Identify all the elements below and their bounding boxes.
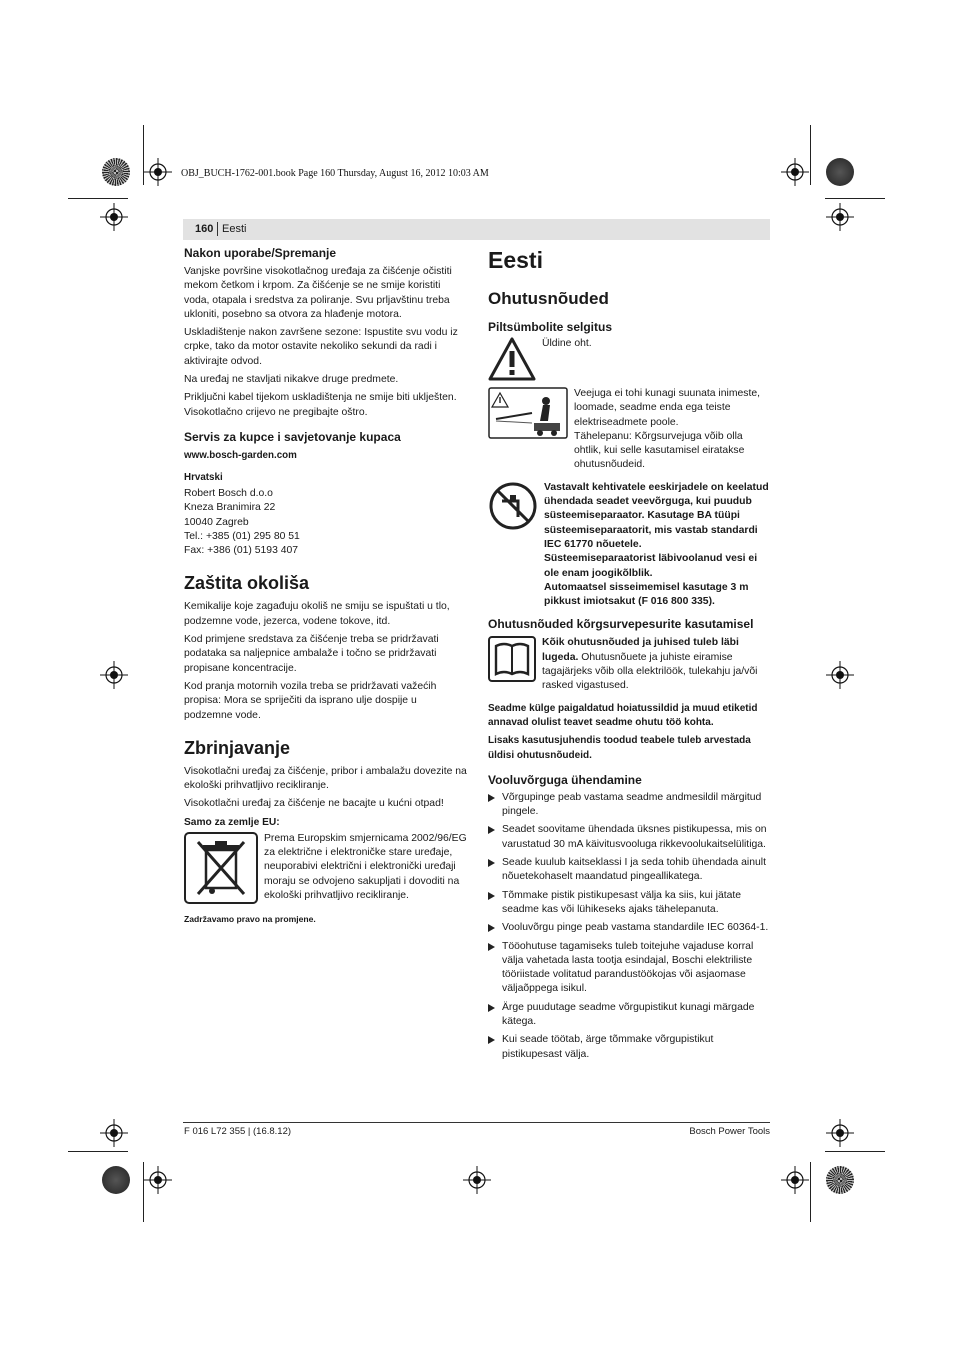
weee-notice bbox=[184, 832, 467, 904]
list-item-text: Ärge puudutage seadme võrgupistikut kunagi märgade kätega. bbox=[502, 1001, 755, 1027]
registration-mark-icon bbox=[781, 1166, 809, 1194]
list-item bbox=[488, 1033, 771, 1062]
registration-mark-icon bbox=[144, 158, 172, 186]
service-address bbox=[184, 487, 467, 558]
page-header bbox=[183, 219, 770, 240]
list-item bbox=[488, 823, 771, 852]
section-title: Vooluvõrguga ühendamine bbox=[488, 772, 642, 787]
list-item-text: Vooluvõrgu pinge peab vastama standardile IEC 60364-1. bbox=[502, 922, 769, 934]
registration-mark-icon bbox=[826, 661, 854, 689]
registration-mark-icon bbox=[826, 1119, 854, 1147]
registration-mark-icon bbox=[826, 203, 854, 231]
bullet-arrow-icon bbox=[488, 794, 495, 802]
no-tap-connection-icon bbox=[488, 481, 538, 531]
symbol-text bbox=[544, 481, 771, 610]
list-item bbox=[488, 856, 771, 885]
bullet-arrow-icon bbox=[488, 892, 495, 900]
paragraph: Lisaks kasutusjuhendis toodud teabele tuleb arvestada üldisi ohutusnõudeid. bbox=[488, 735, 751, 761]
registration-mark-icon bbox=[144, 1166, 172, 1194]
symbol-text-line: Vastavalt kehtivatele eeskirjadele on keelatud ühendada seadet veevõrguga, kui puudub süsteemiseparaator. Kasutage BA tüüpi süsteemiseparaatorit, mis vastab standardi IEC 61770 nõuetele. bbox=[544, 481, 769, 550]
header-divider bbox=[217, 222, 218, 236]
color-rosette-icon bbox=[102, 1166, 130, 1194]
registration-mark-icon bbox=[100, 1119, 128, 1147]
power-list bbox=[488, 791, 771, 1062]
eu-text: Prema Europskim smjernicama 2002/96/EG za električne i elektroničke stare uređaje, neuporabivi električni i elektronički uređaji moraju se odvojeno sakupljati i dovoditi na ekološki prihvatljivo recikliranje. bbox=[264, 832, 467, 901]
section-title: Ohutusnõuded kõrgsurvepesurite kasutamisel bbox=[488, 617, 754, 632]
eu-label: Samo za zemlje EU: bbox=[184, 816, 280, 828]
symbol-general-danger bbox=[488, 337, 771, 381]
read-instructions-notice bbox=[488, 636, 771, 693]
bullet-arrow-icon bbox=[488, 943, 495, 951]
right-column bbox=[488, 246, 771, 1066]
section-title: Servis za kupce i savjetovanje kupaca bbox=[184, 429, 401, 444]
paragraph: Visokotlačni uređaj za čišćenje ne bacajte u kućni otpad! bbox=[184, 798, 444, 810]
paragraph: Vanjske površine visokotlačnog uređaja za čišćenje očistiti mekom četkom i krpom. Za čišćenje se ne smije koristiti voda, otapala i sredstva za poliranje. Svu prljavštinu treba ukloniti, posebno sa otvora za hlađenje motora. bbox=[184, 266, 452, 320]
address-line: Robert Bosch d.o.o bbox=[184, 487, 273, 499]
address-line: Kneza Branimira 22 bbox=[184, 502, 276, 514]
list-item-text: Tööohutuse tagamiseks tuleb toitejuhe vajaduse korral välja vahetada lasta tootja esindajal, Boschi elektriliste tööriistade volitatud parandustöökojas või asjaomase väljaõppega isikul. bbox=[502, 940, 754, 995]
color-rosette-icon bbox=[102, 158, 130, 186]
section-heading: Zaštita okoliša bbox=[184, 573, 310, 594]
list-item-text: Seade kuulub kaitseklassi I ja seda tohib ühendada ainult nõuetekohaselt maandatud pingeallikatega. bbox=[502, 857, 766, 883]
bullet-arrow-icon bbox=[488, 1004, 495, 1012]
page-number: 160 bbox=[195, 223, 214, 235]
registration-mark-icon bbox=[100, 203, 128, 231]
manual-book-icon bbox=[488, 636, 536, 682]
section-heading: Zbrinjavanje bbox=[184, 737, 291, 758]
paragraph: Uskladištenje nakon završene sezone: Ispustite svu vodu iz crpke, tako da motor ostavite nekoliko sekundi da radi i aktivirajte odvod. bbox=[184, 327, 458, 367]
symbol-no-mains-water bbox=[488, 481, 771, 610]
website-link[interactable]: www.bosch-garden.com bbox=[184, 449, 297, 461]
left-column bbox=[184, 246, 467, 931]
header-language: Eesti bbox=[222, 223, 247, 235]
section-heading: Ohutusnõuded bbox=[488, 289, 609, 308]
symbol-text: Üldine oht. bbox=[542, 338, 592, 349]
language-title: Eesti bbox=[488, 247, 543, 273]
paragraph: Priključni kabel tijekom uskladištenja ne smije biti uklješten. Visokotlačno crijevo ne pregibajte oštro. bbox=[184, 392, 457, 418]
country-label: Hrvatski bbox=[184, 471, 223, 483]
address-line: Tel.: +385 (01) 295 80 51 bbox=[184, 530, 300, 542]
crossed-out-bin-icon bbox=[184, 832, 258, 904]
list-item-text: Seadet soovitame ühendada üksnes pistikupessa, mis on varustatud 30 mA käivitusvooluga rikkevoolukaitselülitiga. bbox=[502, 824, 767, 850]
paragraph: Kod primjene sredstava za čišćenje treba se pridržavati podataka sa naljepnice ambalaže i točno se pridržavati propisane koncentracije. bbox=[184, 634, 439, 674]
list-item bbox=[488, 889, 771, 918]
paragraph: Seadme külge paigaldatud hoiatussildid ja muud etiketid annavad olulist teavet seadme ohutu töö kohta. bbox=[488, 702, 758, 728]
list-item bbox=[488, 921, 771, 935]
registration-mark-icon bbox=[781, 158, 809, 186]
reserve-note: Zadržavamo pravo na promjene. bbox=[184, 913, 316, 924]
registration-mark-icon bbox=[463, 1166, 491, 1194]
section-title: Piltsümbolite selgitus bbox=[488, 320, 613, 334]
paragraph: Visokotlačni uređaj za čišćenje, pribor i ambalažu dovezite na ekološki prihvatljivo recikliranje. bbox=[184, 765, 467, 792]
registration-mark-icon bbox=[100, 661, 128, 689]
footer-brand: Bosch Power Tools bbox=[689, 1126, 770, 1137]
bullet-arrow-icon bbox=[488, 826, 495, 834]
footer-rule bbox=[183, 1122, 770, 1123]
list-item bbox=[488, 940, 771, 997]
address-line: 10040 Zagreb bbox=[184, 516, 249, 528]
color-rosette-icon bbox=[826, 158, 854, 186]
color-rosette-icon bbox=[826, 1166, 854, 1194]
section-title: Nakon uporabe/Spremanje bbox=[184, 246, 337, 260]
list-item bbox=[488, 1001, 771, 1030]
bullet-arrow-icon bbox=[488, 1036, 495, 1044]
list-item-text: Tõmmake pistik pistikupesast välja ka siis, kui jätate seadme kas või lühikeseks ajaks tähelepanuta. bbox=[502, 889, 742, 915]
symbol-water-jet bbox=[488, 387, 771, 473]
water-jet-warning-icon bbox=[488, 387, 568, 439]
symbol-text-line: Tähelepanu: Kõrgsurvejuga võib olla ohtlik, kui selle kasutamisel eiratakse ohutusnõudeid. bbox=[574, 430, 745, 471]
paragraph: Kemikalije koje zagađuju okoliš ne smiju se ispuštati u tlo, podzemne vode, jezerca, vodene tokove, itd. bbox=[184, 601, 450, 627]
symbol-text-line: Veejuga ei tohi kunagi suunata inimeste, loomade, seadme enda ega teiste elektriseadmete poole. bbox=[574, 388, 761, 428]
list-item-text: Võrgupinge peab vastama seadme andmesildil märgitud pingele. bbox=[502, 791, 762, 818]
warning-triangle-icon bbox=[488, 337, 536, 381]
footer-doc-id: F 016 L72 355 | (16.8.12) bbox=[184, 1126, 292, 1137]
symbol-text bbox=[542, 636, 771, 693]
symbol-text-line: Automaatsel sisseimemisel kasutage 3 m pikkust imiotsakut (F 016 800 335). bbox=[544, 581, 749, 608]
symbol-text bbox=[574, 387, 771, 473]
print-slug: OBJ_BUCH-1762-001.book Page 160 Thursday, August 16, 2012 10:03 AM bbox=[181, 168, 489, 179]
list-item-text: Kui seade töötab, ärge tõmmake võrgupistikut pistikupesast välja. bbox=[502, 1034, 714, 1060]
bullet-arrow-icon bbox=[488, 859, 495, 867]
paragraph: Na uređaj ne stavljati nikakve druge predmete. bbox=[184, 374, 399, 386]
symbol-text-normal: Ohutusnõuete ja juhiste eiramise tagajärjeks võib olla elektrilöök, tulekahju ja/või rasked vigastused. bbox=[542, 651, 758, 692]
paragraph: Kod pranja motornih vozila treba se pridržavati važećih propisa: Mora se spriječiti da isprano ulje dospije u podzemne vode. bbox=[184, 680, 437, 721]
symbol-text-line: Süsteemiseparaatorist läbivoolanud vesi ei ole enam joogikõlblik. bbox=[544, 553, 758, 579]
address-line: Fax: +386 (01) 5193 407 bbox=[184, 545, 299, 557]
bullet-arrow-icon bbox=[488, 924, 495, 932]
symbol-text-bold: Kõik ohutusnõuded ja juhised tuleb läbi lugeda. bbox=[542, 637, 739, 663]
list-item bbox=[488, 791, 771, 820]
